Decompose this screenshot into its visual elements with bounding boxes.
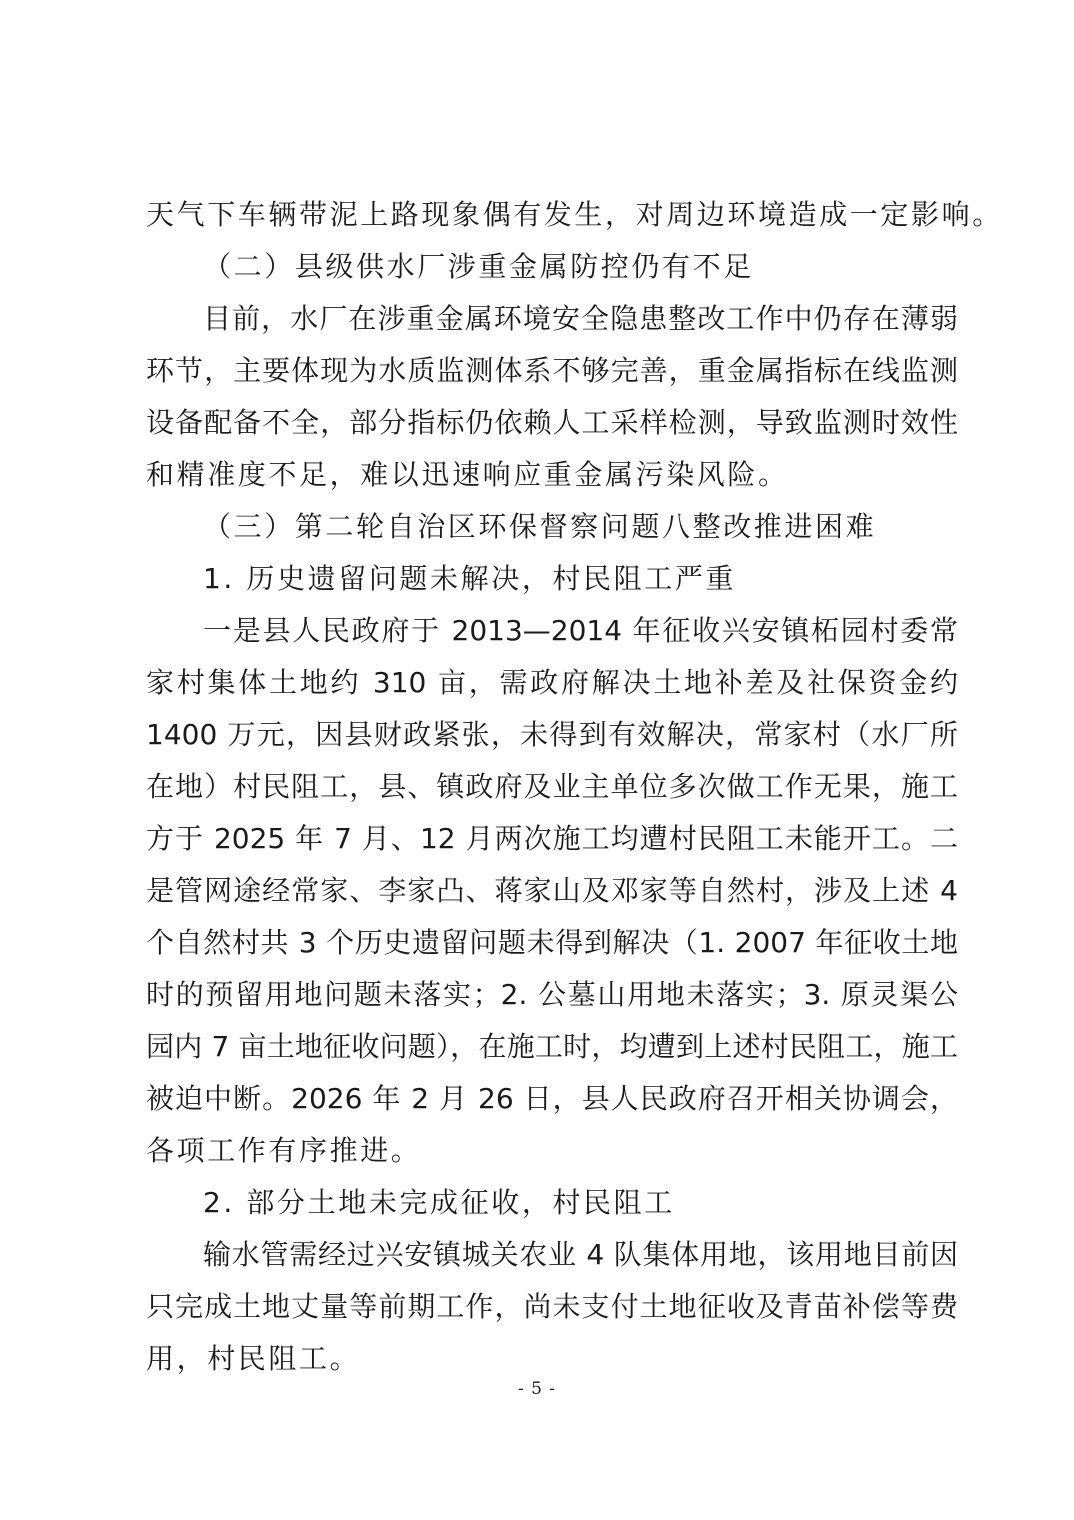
body-text-line: 只完成土地丈量等前期工作，尚未支付土地征收及青苗补偿等费 [146, 1290, 958, 1323]
subsection-heading: 2. 部分土地未完成征收，村民阻工 [203, 1186, 675, 1219]
paragraph-first-line: 目前，水厂在涉重金属环境安全隐患整改工作中仍存在薄弱 [203, 302, 958, 335]
page-number: - 5 - [517, 1379, 557, 1399]
body-text-line: 被迫中断。2026 年 2 月 26 日，县人民政府召开相关协调会， [146, 1082, 958, 1115]
section-heading: （二）县级供水厂涉重金属防控仍有不足 [203, 250, 754, 283]
body-text-line: 是管网途经常家、李家凸、蒋家山及邓家等自然村，涉及上述 4 [146, 874, 958, 907]
subsection-heading: 1. 历史遗留问题未解决，村民阻工严重 [203, 562, 737, 595]
body-text-line: 方于 2025 年 7 月、12 月两次施工均遭村民阻工未能开工。二 [146, 822, 958, 855]
body-text-line: 设备配备不全，部分指标仍依赖人工采样检测，导致监测时效性 [146, 406, 958, 439]
paragraph-first-line: 一是县人民政府于 2013—2014 年征收兴安镇柘园村委常 [203, 614, 958, 647]
body-text-line: 天气下车辆带泥上路现象偶有发生，对周边环境造成一定影响。 [146, 198, 1003, 231]
body-text-line: 用，村民阻工。 [146, 1342, 361, 1375]
body-text-line: 各项工作有序推进。 [146, 1134, 422, 1167]
body-text-line: 时的预留用地问题未落实；2. 公墓山用地未落实；3. 原灵渠公 [146, 978, 958, 1011]
paragraph-first-line: 输水管需经过兴安镇城关农业 4 队集体用地，该用地目前因 [203, 1238, 958, 1271]
body-text-line: 环节，主要体现为水质监测体系不够完善，重金属指标在线监测 [146, 354, 958, 387]
body-text-line: 个自然村共 3 个历史遗留问题未得到解决（1. 2007 年征收土地 [146, 926, 958, 959]
body-text-line: 1400 万元，因县财政紧张，未得到有效解决，常家村（水厂所 [146, 718, 958, 751]
body-text-line: 家村集体土地约 310 亩，需政府解决土地补差及社保资金约 [146, 666, 958, 699]
section-heading: （三）第二轮自治区环保督察问题八整改推进困难 [203, 510, 877, 543]
body-text-line: 园内 7 亩土地征收问题），在施工时，均遭到上述村民阻工，施工 [146, 1030, 958, 1063]
body-text-line: 在地）村民阻工，县、镇政府及业主单位多次做工作无果，施工 [146, 770, 958, 803]
body-text-line: 和精准度不足，难以迅速响应重金属污染风险。 [146, 458, 789, 491]
